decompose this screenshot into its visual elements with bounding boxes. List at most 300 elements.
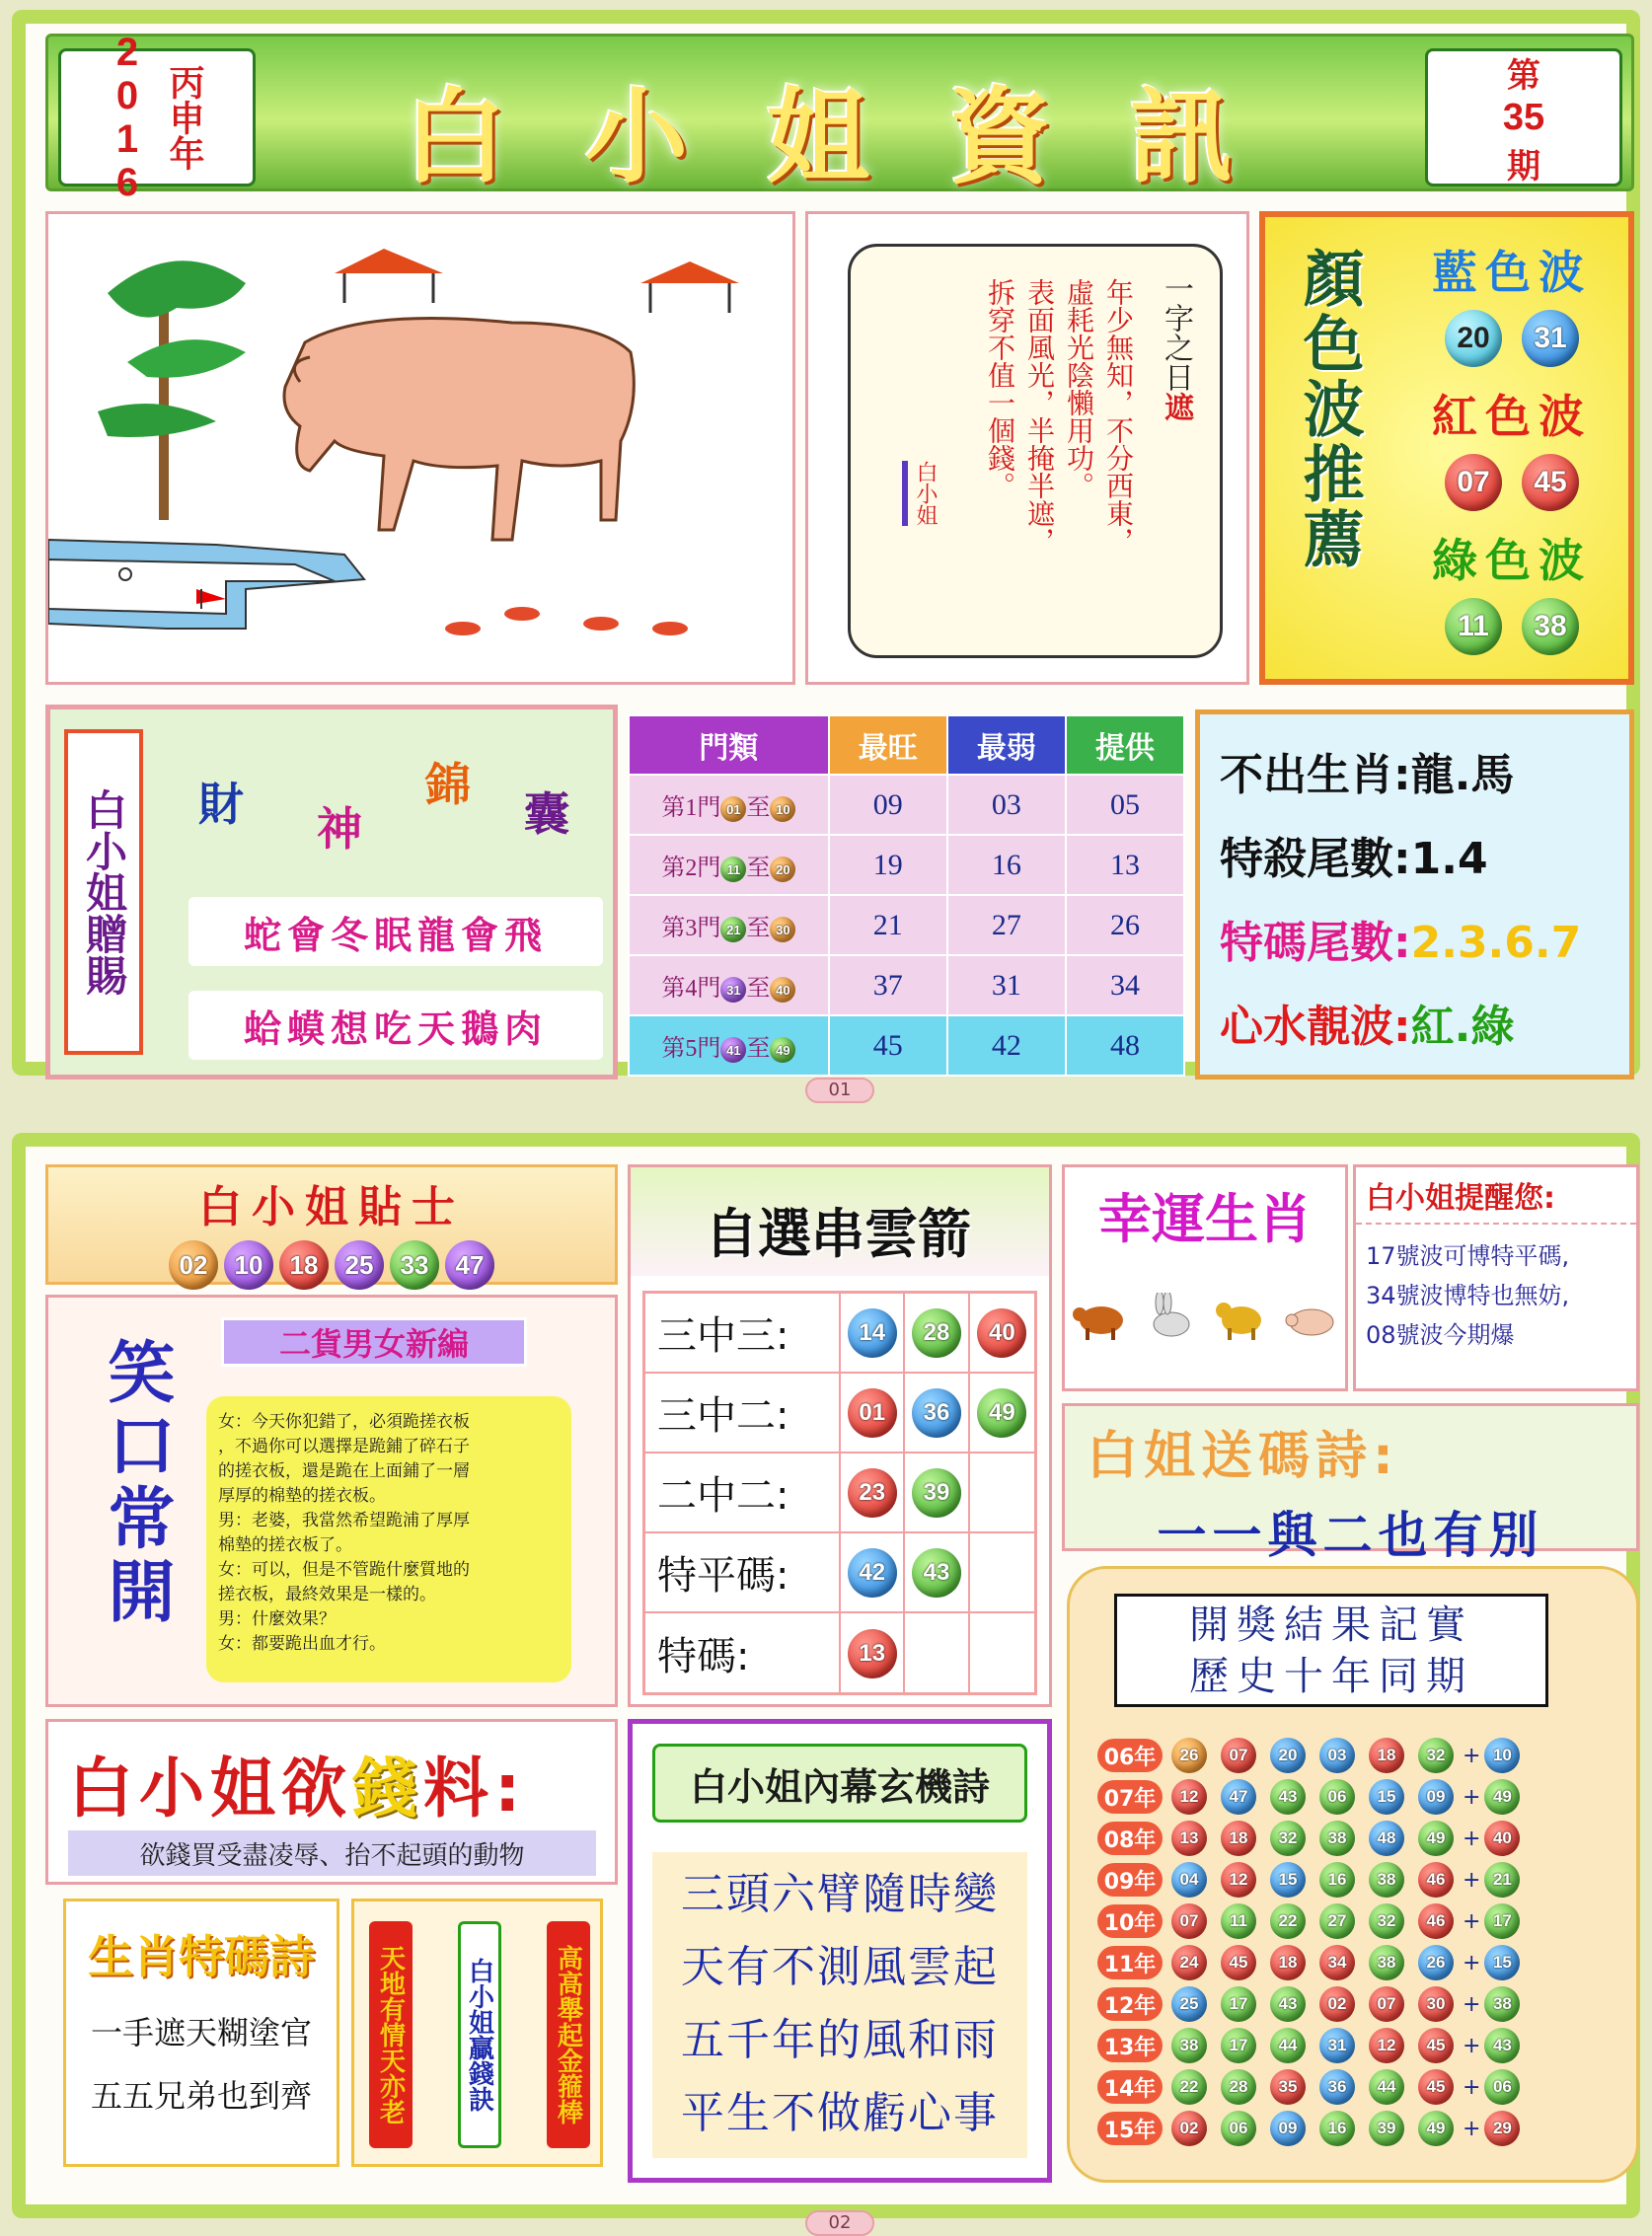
history-ball: 11 [1221,1903,1256,1939]
riddle-label [1154,273,1197,421]
arrows-row-label: 三中三: [645,1294,841,1372]
history-ball: 18 [1270,1945,1306,1980]
joke-side-label: 笑口常開 [97,1337,175,1629]
arrows-ball: 14 [848,1308,897,1358]
tip-value: 1.4 [1410,834,1488,884]
arrows-cell [970,1533,1034,1611]
history-rows [1097,1735,1620,2149]
history-ball: 24 [1171,1945,1207,1980]
joke-line: 棉墊的搓衣板了。 [218,1535,352,1555]
door-label: 第2門 [661,855,721,881]
door-connector: 至 [746,1035,771,1062]
history-special-ball: 17 [1484,1903,1520,1939]
arrows-ball: 40 [977,1308,1026,1358]
door-from-ball: 21 [720,917,746,942]
joke-line: ，不過你可以選擇是跪鋪了碎石子 [218,1437,470,1456]
history-ball: 13 [1171,1821,1207,1856]
arrows-cell [970,1374,1034,1452]
door-connector: 至 [746,794,771,821]
door-value-cell: 45 [829,1015,947,1076]
doors-table-wrap [628,714,1185,1075]
issue-number: 35 [1502,96,1545,138]
tip-row [1220,991,1514,1054]
joke-text-box [206,1396,571,1682]
door-value-cell: 03 [947,775,1066,835]
arrows-cell [841,1453,905,1531]
history-ball: 17 [1221,2028,1256,2063]
history-ball: 49 [1418,2111,1454,2146]
history-special-ball: 38 [1484,1986,1520,2022]
history-year: 15年 [1097,2112,1163,2145]
history-plus: + [1463,2074,1481,2100]
door-label: 第4門 [661,975,721,1002]
blue-wave-nums [1403,310,1620,367]
history-ball: 12 [1171,1779,1207,1815]
doors-body [629,775,1184,1076]
secret-poem-line: 三頭六臂隨時變 [681,1869,999,1919]
secret-poem-line: 天有不測風雲起 [681,1942,999,1992]
reminder-line: 17號波可博特平碼, [1366,1242,1570,1270]
door-label-cell [629,775,829,835]
rabbit-icon [1142,1293,1199,1342]
history-ball: 45 [1418,2028,1454,2063]
joke-line: 男：老婆，我當然希望跪浦了厚厚 [218,1511,470,1530]
wave-ball: 45 [1522,454,1579,511]
history-ball: 32 [1369,1903,1404,1939]
gift-char: 神 [317,802,362,856]
reminder-body [1356,1225,1636,1367]
door-value-cell: 48 [1066,1015,1184,1076]
history-row [1097,1942,1620,1983]
wave-ball: 11 [1445,598,1502,655]
send-poem-panel [1062,1403,1639,1564]
history-ball: 45 [1418,2069,1454,2105]
history-ball: 43 [1270,1779,1306,1815]
doors-row [629,835,1184,895]
arrows-row-label: 二中二: [645,1453,841,1531]
history-row [1097,1983,1620,2025]
joke-line: 的搓衣板，還是跪在上面鋪了一層 [218,1461,470,1481]
goat-icon [1212,1293,1269,1342]
history-ball: 22 [1171,2069,1207,2105]
year-name: 丙申年 [164,64,204,171]
doors-table [628,714,1185,1077]
history-ball: 06 [1319,1779,1355,1815]
history-ball: 16 [1319,1862,1355,1898]
door-from-ball: 11 [720,857,746,882]
door-label: 第3門 [661,915,721,941]
year-book [58,31,256,204]
door-label: 第1門 [661,794,721,821]
poem-signature: 白小姐 [902,461,940,526]
arrows-row-label: 特平碼: [645,1533,841,1611]
couplet-left: 天地有情天亦老 [369,1921,413,2148]
history-ball: 07 [1171,1903,1207,1939]
history-ball: 22 [1270,1903,1306,1939]
joke-panel [45,1295,618,1707]
tip-label: 心水靚波: [1220,1002,1411,1052]
door-value-cell: 19 [829,835,947,895]
wave-ball: 20 [1445,310,1502,367]
joke-line: 女：今天你犯錯了，必須跪搓衣板 [218,1412,470,1432]
ox-picture [48,214,792,682]
gift-panel [45,705,618,1080]
door-from-ball: 01 [720,796,746,822]
green-wave-label: 綠色波 [1432,534,1592,587]
joke-line: 女：可以，但是不管跪什麼質地的 [218,1560,470,1580]
history-row [1097,2108,1620,2149]
color-wave-heading: 顏色波推薦 [1293,247,1365,572]
arrows-cell [970,1294,1034,1372]
arrows-ball: 23 [848,1468,897,1518]
tip-label: 特殺尾數: [1220,834,1411,884]
history-ball: 46 [1418,1862,1454,1898]
sticker-ball: 47 [445,1240,494,1290]
color-wave-panel [1259,211,1634,685]
door-value-cell: 05 [1066,775,1184,835]
history-special-ball: 21 [1484,1862,1520,1898]
arrows-row [645,1294,1034,1374]
gift-char: 囊 [524,787,569,841]
issue-suffix: 期 [1507,146,1540,186]
page-one [12,10,1640,1100]
door-value-cell: 21 [829,895,947,955]
history-ball: 30 [1418,1986,1454,2022]
gift-line: 蛇會冬眠龍會飛 [188,897,603,966]
door-to-ball: 40 [770,977,795,1003]
arrows-ball: 28 [912,1308,961,1358]
history-ball: 18 [1369,1738,1404,1773]
history-special-ball: 15 [1484,1945,1520,1980]
door-connector: 至 [746,855,771,881]
money-title-c: 料: [423,1751,527,1826]
history-year: 12年 [1097,1987,1163,2021]
history-special-ball: 40 [1484,1821,1520,1856]
history-special-ball: 43 [1484,2028,1520,2063]
door-value-cell: 37 [829,955,947,1015]
wave-ball: 38 [1522,598,1579,655]
history-ball: 49 [1418,1821,1454,1856]
door-label-cell [629,1015,829,1076]
history-ball: 38 [1369,1945,1404,1980]
doors-header: 門類 [629,715,829,775]
tip-row [1220,739,1514,802]
door-label-cell [629,895,829,955]
door-label-cell [629,955,829,1015]
door-from-ball: 41 [720,1037,746,1063]
joke-line: 搓衣板，最終效果是一樣的。 [218,1585,436,1604]
couplet-right: 高高舉起金箍棒 [547,1921,590,2148]
secret-poem-panel [628,1719,1052,2183]
history-ball: 36 [1319,2069,1355,2105]
history-ball: 03 [1319,1738,1355,1773]
door-value-cell: 09 [829,775,947,835]
page-number: 02 [805,2210,874,2236]
history-special-ball: 10 [1484,1738,1520,1773]
history-ball: 02 [1171,2111,1207,2146]
money-subtitle: 欲錢買受盡凌辱、抬不起頭的動物 [68,1830,596,1876]
history-row [1097,2025,1620,2066]
arrows-row [645,1533,1034,1613]
history-ball: 09 [1270,2111,1306,2146]
title-char: 訊 [1130,76,1234,197]
secret-poem-body [652,1852,1027,2158]
sticker-ball: 18 [279,1240,329,1290]
wave-ball: 07 [1445,454,1502,511]
history-ball: 34 [1319,1945,1355,1980]
door-connector: 至 [746,915,771,941]
poem-line: 拆穿不值一個錢。 [984,278,1016,499]
history-ball: 02 [1319,1986,1355,2022]
history-row [1097,1776,1620,1818]
riddle-answer: 遮 [1159,392,1193,421]
history-ball: 09 [1418,1779,1454,1815]
tips-panel [1195,709,1634,1080]
arrows-cell [905,1374,969,1452]
history-ball: 47 [1221,1779,1256,1815]
history-ball: 15 [1369,1779,1404,1815]
door-connector: 至 [746,975,771,1002]
sticker-ball: 25 [335,1240,384,1290]
door-value-cell: 26 [1066,895,1184,955]
door-to-ball: 30 [770,917,795,942]
history-ball: 35 [1270,2069,1306,2105]
reminder-title: 白小姐提醒您: [1356,1167,1636,1225]
history-row [1097,2066,1620,2108]
masthead [45,31,1634,204]
history-ball: 20 [1270,1738,1306,1773]
door-to-ball: 10 [770,796,795,822]
page-number: 01 [805,1078,874,1103]
secret-poem-line: 五千年的風和雨 [681,2015,999,2065]
door-label: 第5門 [661,1035,721,1062]
poem-line: 虛耗光陰懶用功。 [1063,278,1095,499]
couplet-center: 白小姐贏錢訣 [458,1921,501,2148]
zodiac-poem-line: 五五兄弟也到齊 [90,2077,312,2115]
history-ball: 17 [1221,1986,1256,2022]
lucky-title: 幸運生肖 [1098,1188,1312,1250]
green-wave-nums [1403,598,1620,655]
history-ball: 15 [1270,1862,1306,1898]
tip-row [1220,907,1581,970]
money-title [48,1722,615,1843]
doors-row [629,895,1184,955]
history-ball: 06 [1221,2111,1256,2146]
arrows-ball: 42 [848,1548,897,1598]
history-ball: 38 [1171,2028,1207,2063]
arrows-cell [841,1613,905,1693]
history-ball: 44 [1369,2069,1404,2105]
history-ball: 04 [1171,1862,1207,1898]
joke-line: 男：什麼效果？ [218,1609,336,1629]
gift-char: 財 [198,778,244,831]
arrows-grid [642,1291,1037,1695]
color-wave-groups [1403,237,1620,663]
arrows-cell [841,1533,905,1611]
gift-side-label: 白小姐贈賜 [80,788,128,996]
door-value-cell: 42 [947,1015,1066,1076]
reminder-line: 34號波博特也無妨, [1366,1282,1570,1309]
issue-book [1425,48,1622,186]
tip-row [1220,823,1488,886]
lucky-animals [1065,1293,1345,1342]
history-ball: 25 [1171,1986,1207,2022]
tip-label: 特碼尾數: [1220,918,1411,968]
history-ball: 32 [1418,1738,1454,1773]
history-special-ball: 29 [1484,2111,1520,2146]
wave-ball: 31 [1522,310,1579,367]
poem-line: 年少無知，不分西東， [1102,278,1135,555]
history-year: 07年 [1097,1780,1163,1814]
history-title-1: 開獎結果記實 [1189,1602,1473,1648]
sticker-ball: 33 [390,1240,439,1290]
riddle-text: 一字之日 [1159,273,1193,392]
history-year: 09年 [1097,1863,1163,1897]
history-ball: 32 [1270,1821,1306,1856]
arrows-cell [841,1294,905,1372]
arrows-ball: 13 [848,1629,897,1678]
reminder-line: 08號波今期爆 [1366,1321,1515,1349]
poem-line: 表面風光，半掩半遮， [1023,278,1056,555]
title-char: 小 [585,76,689,197]
history-year: 08年 [1097,1822,1163,1855]
send-poem-line: 一一與二也有別 [1157,1507,1544,1564]
doors-row [629,775,1184,835]
arrows-panel [628,1164,1052,1707]
history-year: 14年 [1097,2070,1163,2104]
history-plus: + [1463,1950,1481,1975]
secret-poem-title: 白小姐內幕玄機詩 [652,1744,1027,1823]
door-value-cell: 27 [947,895,1066,955]
ox-icon [1072,1293,1129,1342]
masthead-title [404,54,1233,202]
pig-icon [1282,1293,1339,1342]
history-plus: + [1463,1867,1481,1893]
joke-title: 二貨男女新編 [221,1317,527,1367]
gift-side [64,729,143,1055]
title-char: 白 [404,76,507,197]
red-wave-nums [1403,454,1620,511]
reminder-panel [1353,1164,1639,1391]
door-label-cell [629,835,829,895]
title-char: 資 [948,76,1052,197]
doors-header: 最旺 [829,715,947,775]
doors-header: 最弱 [947,715,1066,775]
history-ball: 07 [1221,1738,1256,1773]
history-ball: 18 [1221,1821,1256,1856]
title-char: 姐 [767,76,870,197]
ox-illustration [45,211,795,685]
arrows-ball: 36 [912,1388,961,1438]
history-ball: 26 [1171,1738,1207,1773]
arrows-row [645,1374,1034,1453]
history-row [1097,1735,1620,1776]
issue-prefix: 第 [1507,55,1540,96]
money-title-b: 錢 [352,1751,423,1826]
doors-row [629,1015,1184,1076]
history-plus: + [1463,1784,1481,1810]
doors-header: 提供 [1066,715,1184,775]
secret-poem-line: 平生不做虧心事 [681,2088,999,2138]
history-plus: + [1463,2033,1481,2058]
arrows-cell [905,1453,969,1531]
door-value-cell: 31 [947,955,1066,1015]
money-panel [45,1719,618,1885]
arrows-row [645,1453,1034,1533]
joke-line: 厚厚的棉墊的搓衣板。 [218,1486,386,1506]
history-year: 10年 [1097,1904,1163,1938]
history-plus: + [1463,1826,1481,1851]
door-to-ball: 49 [770,1037,795,1063]
zodiac-poem-panel [63,1899,339,2167]
arrows-row [645,1613,1034,1693]
history-ball: 16 [1319,2111,1355,2146]
history-ball: 31 [1319,2028,1355,2063]
history-year: 06年 [1097,1739,1163,1772]
history-ball: 45 [1221,1945,1256,1980]
history-title [1114,1594,1548,1707]
arrows-cell [970,1613,1034,1693]
arrows-cell [905,1613,969,1693]
history-plus: + [1463,1908,1481,1934]
history-title-2: 歷史十年同期 [1189,1653,1473,1699]
history-ball: 48 [1369,1821,1404,1856]
history-row [1097,1818,1620,1859]
history-ball: 27 [1319,1903,1355,1939]
history-panel [1067,1566,1639,2183]
history-ball: 43 [1270,1986,1306,2022]
blue-wave-label: 藍色波 [1432,246,1592,299]
door-to-ball: 20 [770,857,795,882]
page-two [12,1133,1640,2233]
doors-row [629,955,1184,1015]
tip-value: 龍.馬 [1410,750,1515,800]
history-ball: 38 [1369,1862,1404,1898]
arrows-cell [841,1374,905,1452]
history-ball: 26 [1418,1945,1454,1980]
arrows-ball: 39 [912,1468,961,1518]
history-ball: 38 [1319,1821,1355,1856]
arrows-ball: 01 [848,1388,897,1438]
tip-label: 不出生肖: [1220,750,1411,800]
history-year: 11年 [1097,1946,1163,1979]
red-wave-label: 紅色波 [1432,390,1592,443]
door-value-cell: 13 [1066,835,1184,895]
arrows-cell [905,1294,969,1372]
gift-line: 蛤蟆想吃天鵝肉 [188,991,603,1060]
history-special-ball: 49 [1484,1779,1520,1815]
send-poem-title: 白姐送碼詩: [1087,1427,1399,1486]
joke-line: 女：都要跪出血才行。 [218,1634,386,1654]
history-ball: 12 [1221,1862,1256,1898]
history-row [1097,1901,1620,1942]
arrows-cell [970,1453,1034,1531]
zodiac-poem-title: 生肖特碼詩 [88,1930,315,1983]
couplets-panel [351,1899,603,2167]
sticker-balls [48,1240,615,1290]
history-ball: 39 [1369,2111,1404,2146]
history-row [1097,1859,1620,1901]
year-number: 2016 [106,31,149,204]
tip-value: 紅.綠 [1410,1002,1515,1052]
zodiac-poem-line: 一手遮天糊塗官 [90,2014,312,2051]
sticker-ball: 02 [169,1240,218,1290]
history-plus: + [1463,2116,1481,2141]
history-ball: 44 [1270,2028,1306,2063]
arrows-row-label: 三中二: [645,1374,841,1452]
history-ball: 46 [1418,1903,1454,1939]
history-plus: + [1463,1743,1481,1768]
